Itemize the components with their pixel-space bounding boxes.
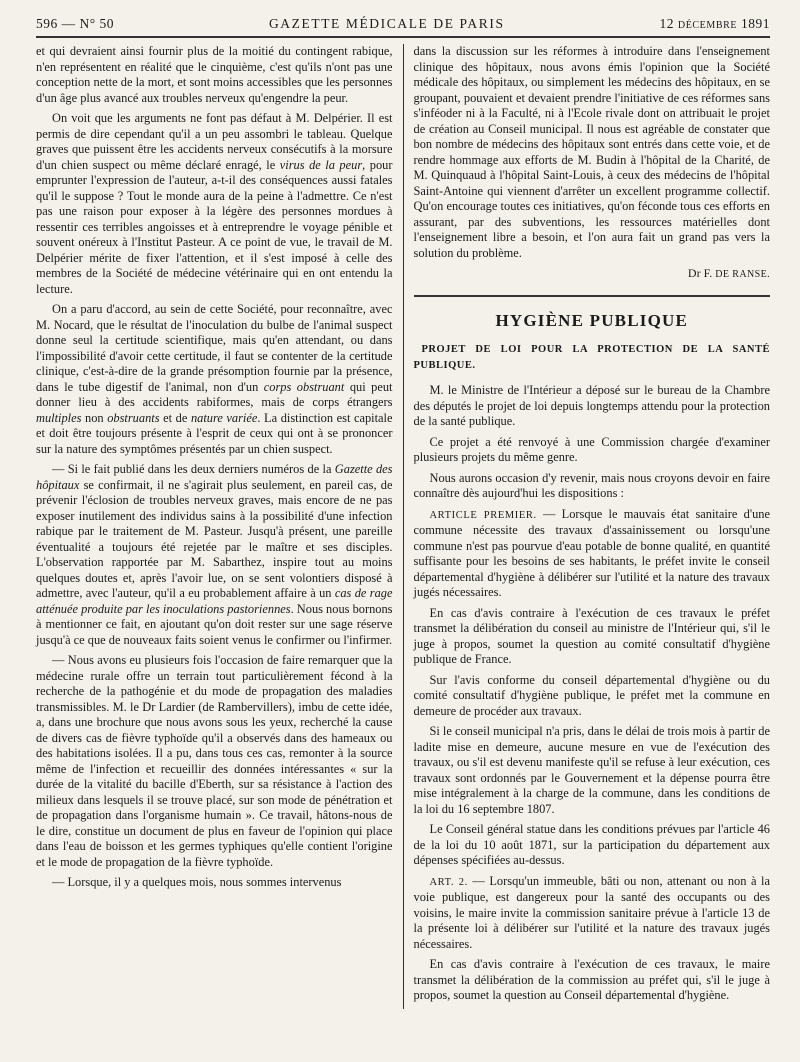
right-column (403, 44, 771, 1009)
page-number: 596 — N° 50 (36, 16, 115, 31)
paragraph: Sur l'avis conforme du conseil départemental d'hygiène ou du comité consultatif d'hygiène publique, le préfet met la commune en demeure de procéder aux travaux. (413, 672, 770, 718)
paragraph: Le Conseil général statue dans les conditions prévues par l'article 46 de la loi du 10 août 1871, sur la participation du département aux dépenses spécifiées au-dessus. (413, 822, 770, 867)
page-header (36, 16, 770, 38)
paragraph: En cas d'avis contraire à l'exécution de ces travaux le préfet transmet la délibération du conseil au ministre de l'Intérieur qui, s'il le juge à propos, soumet la question au comité consultatif d'hygiène publique de France. (413, 605, 770, 666)
issue-date: 12 DÉCEMBRE 1891 (659, 16, 770, 31)
paragraph: Ce projet a été renvoyé à une Commission chargée d'examiner plusieurs projets du même genre. (413, 434, 770, 464)
paragraph: — Nous avons eu plusieurs fois l'occasion de faire remarquer que la médecine rurale offre un terrain tout particulièrement fécond à la recherche de la pathogénie et du mode de propagation des maladies transmissibles. M. le Dr Lardier (de Rambervillers), imbu de cette idée, a, dans une brochure que nous avons sous les yeux, recherché la cause de divers cas de fièvre typhoïde qu'il a observés dans des hameaux ou des habitations isolées. Il a pu, dans tous ces cas, remonter à la source même de l'infection et recueillir des données intéressantes « sur la durée de la vitalité du bacille d'Eberth, sur sa résistance à l'action des milieux dans lesquels il se trouve placé, sur son mode de pénétration et de propagation dans l'organisme humain ». Ce travail, hâtons-nous de le dire, constitue un document de plus en faveur de l'opinion qui place dans l'eau de boisson et les germes typhiques qu'elle contient l'origine et le mode de propagation de la fièvre typhoïde. (36, 653, 393, 869)
paragraph: — Lorsque, il y a quelques mois, nous sommes intervenus (52, 875, 342, 889)
paragraph: dans la discussion sur les réformes à introduire dans l'enseignement clinique des hôpitaux, nous avons émis l'opinion que la Société médicale des hôpitaux, ou simplement les médecins des hôpitaux, en se groupant, pouvaient et devaient prendre l'initiative de ces réformes sans s'inféoder ni à la Faculté, ni à l'Ecole rivale dont on attribuait le projet de création au Conseil municipal. Il nous est agréable de constater que bon nombre de médecins des hôpitaux sont entrés dans cette voie, et de rendre hommage aux efforts de M. Budin à l'hôpital de la Charité, de M. Quinquaud à l'hôpital Saint-Louis, à ceux des médecins de l'hôpital Saint-Antoine qui viennent d'arrêter un excellent programme collectif. Qu'on encourage toutes ces initiatives, qu'on féconde tous ces efforts en assurant, par des subventions, les ressources matérielles dont l'enseignement libre a besoin, et l'on aura fait un grand pas vers la solution du problème. (413, 44, 770, 260)
paragraph: Si le conseil municipal n'a pris, dans le délai de trois mois à partir de ladite mise en demeure, aucune mesure en vue de l'exécution des travaux, ou s'il est devenu manifeste qu'il se refuse à leur exécution, ces travaux sont ordonnés par le Gouvernement et la dépense pourra être mise intégralement à la charge de la commune, dans les conditions de la loi du 16 septembre 1807. (413, 724, 770, 816)
law-article-1: ARTICLE PREMIER. — Lorsque le mauvais état sanitaire d'une commune nécessite des travaux d'assainissement ou lorsqu'une commune n'est pas pourvue d'eau potable de bonne qualité, en quantité suffisante pour les besoins de ses habitants, le préfet invite le conseil départemental d'hygiène à délibérer sur l'utilité et la nature des travaux jugés nécessaires. (413, 506, 770, 599)
paragraph: On a paru d'accord, au sein de cette Société, pour reconnaître, avec M. Nocard, que le résultat de l'inoculation du bulbe de l'animal suspect donne seul la certitude scientifique, mais qu'en attendant, ou dans l'impossibilité d'avoir cette certitude, il faut se contenter de la certitude clinique, c'est-à-dire de la grande présomption fournie par la présence, dans le tube digestif de l'animal, non d'un corps obstruant qui peut donner lieu à des accidents rabiformes, mais de corps étrangers multiples non obstruants et de nature variée. La distinction est capitale et doit être toujours présente à l'esprit de ceux qui ont à se prononcer sur la nature des symptômes présentés par un chien suspect. (36, 302, 393, 456)
paragraph: et qui devraient ainsi fournir plus de la moitié du contingent rabique, n'en représentent en réalité que le cinquième, c'est qu'ils n'ont pas une conception nette de la mort, et sont moins accessibles que les personnes d'un âge plus avancé aux troubles nerveux qu'engendre la peur. (36, 44, 393, 105)
paragraph: — Si le fait publié dans les deux derniers numéros de la Gazette des hôpitaux se confirmait, il ne s'agirait plus seulement, en pareil cas, de prévenir l'éclosion de troubles nerveux graves, mais encore de ne pas exposer inutilement des individus sains à la possibilité d'une infection rabique par le traitement de M. Pasteur. Jusqu'à présent, une pareille éventualité a toujours été rejetée par le maître et ses disciples. L'observation rapportée par M. Sabarthez, inspire tout au moins quelques doutes et, après l'avoir lue, on se sent volontiers disposé à admettre, avec l'auteur, qu'il a eu probablement affaire à un cas de rage atténuée produite par les inoculations pastoriennes. Nous nous bornons à mentionner ce fait, en ajoutant qu'on doit rester sur une sage réserve jusqu'à ce que de nouveaux faits soient venus le confirmer ou l'infirmer. (36, 462, 393, 647)
law-article-2: ART. 2. — Lorsqu'un immeuble, bâti ou non, attenant ou non à la voie publique, est dangereux pour la santé des occupants ou des voisins, le maire invite la commission sanitaire prévue à l'article 13 de la présente loi à délibérer sur l'utilité et la nature des travaux jugés nécessaires. (413, 873, 770, 951)
paragraph: M. le Ministre de l'Intérieur a déposé sur le bureau de la Chambre des députés le projet de loi depuis longtemps attendu pour la protection de la santé publique. (413, 383, 770, 428)
paragraph: Nous aurons occasion d'y revenir, mais nous croyons devoir en faire connaître dès aujourd'hui les dispositions : (413, 470, 770, 500)
journal-title: GAZETTE MÉDICALE DE PARIS (268, 16, 505, 31)
paragraph: On voit que les arguments ne font pas défaut à M. Delpérier. Il est permis de dire cependant qu'il a un peu assombri le tableau. Quelque graves que puissent être les accidents nerveux consécutifs à la morsure d'un chien suspect ou même déclaré enragé, le virus de la peur, pour emprunter l'expression de l'auteur, a-t-il des conséquences aussi fatales qu'il le suppose ? Tout le monde aura de la peine à l'admettre. Ce n'est pas une raison pour exposer à la légère des personnes mordues à ressentir ces terribles angoisses et à entreprendre le voyage pénible et souvent onéreux à l'Institut Pasteur. A ce point de vue, le travail de M. Delpérier mérite de fixer l'attention, et il s'est imposé à celle des membres de la Société de médecine vétérinaire qui en ont entendu la lecture. (36, 111, 393, 296)
article-subheading: PROJET DE LOI POUR LA PROTECTION DE LA SANTÉ PUBLIQUE. (413, 344, 770, 371)
section-divider (414, 295, 771, 297)
section-title: HYGIÈNE PUBLIQUE (495, 310, 689, 330)
left-column (36, 44, 403, 1009)
author-signature: Dr F. DE RANSE. (687, 266, 770, 280)
paragraph: En cas d'avis contraire à l'exécution de ces travaux, le maire transmet la délibération de la commission au préfet qui, s'il le juge à propos, soumet la question au Conseil départemental d'hygiène. (413, 957, 770, 1002)
